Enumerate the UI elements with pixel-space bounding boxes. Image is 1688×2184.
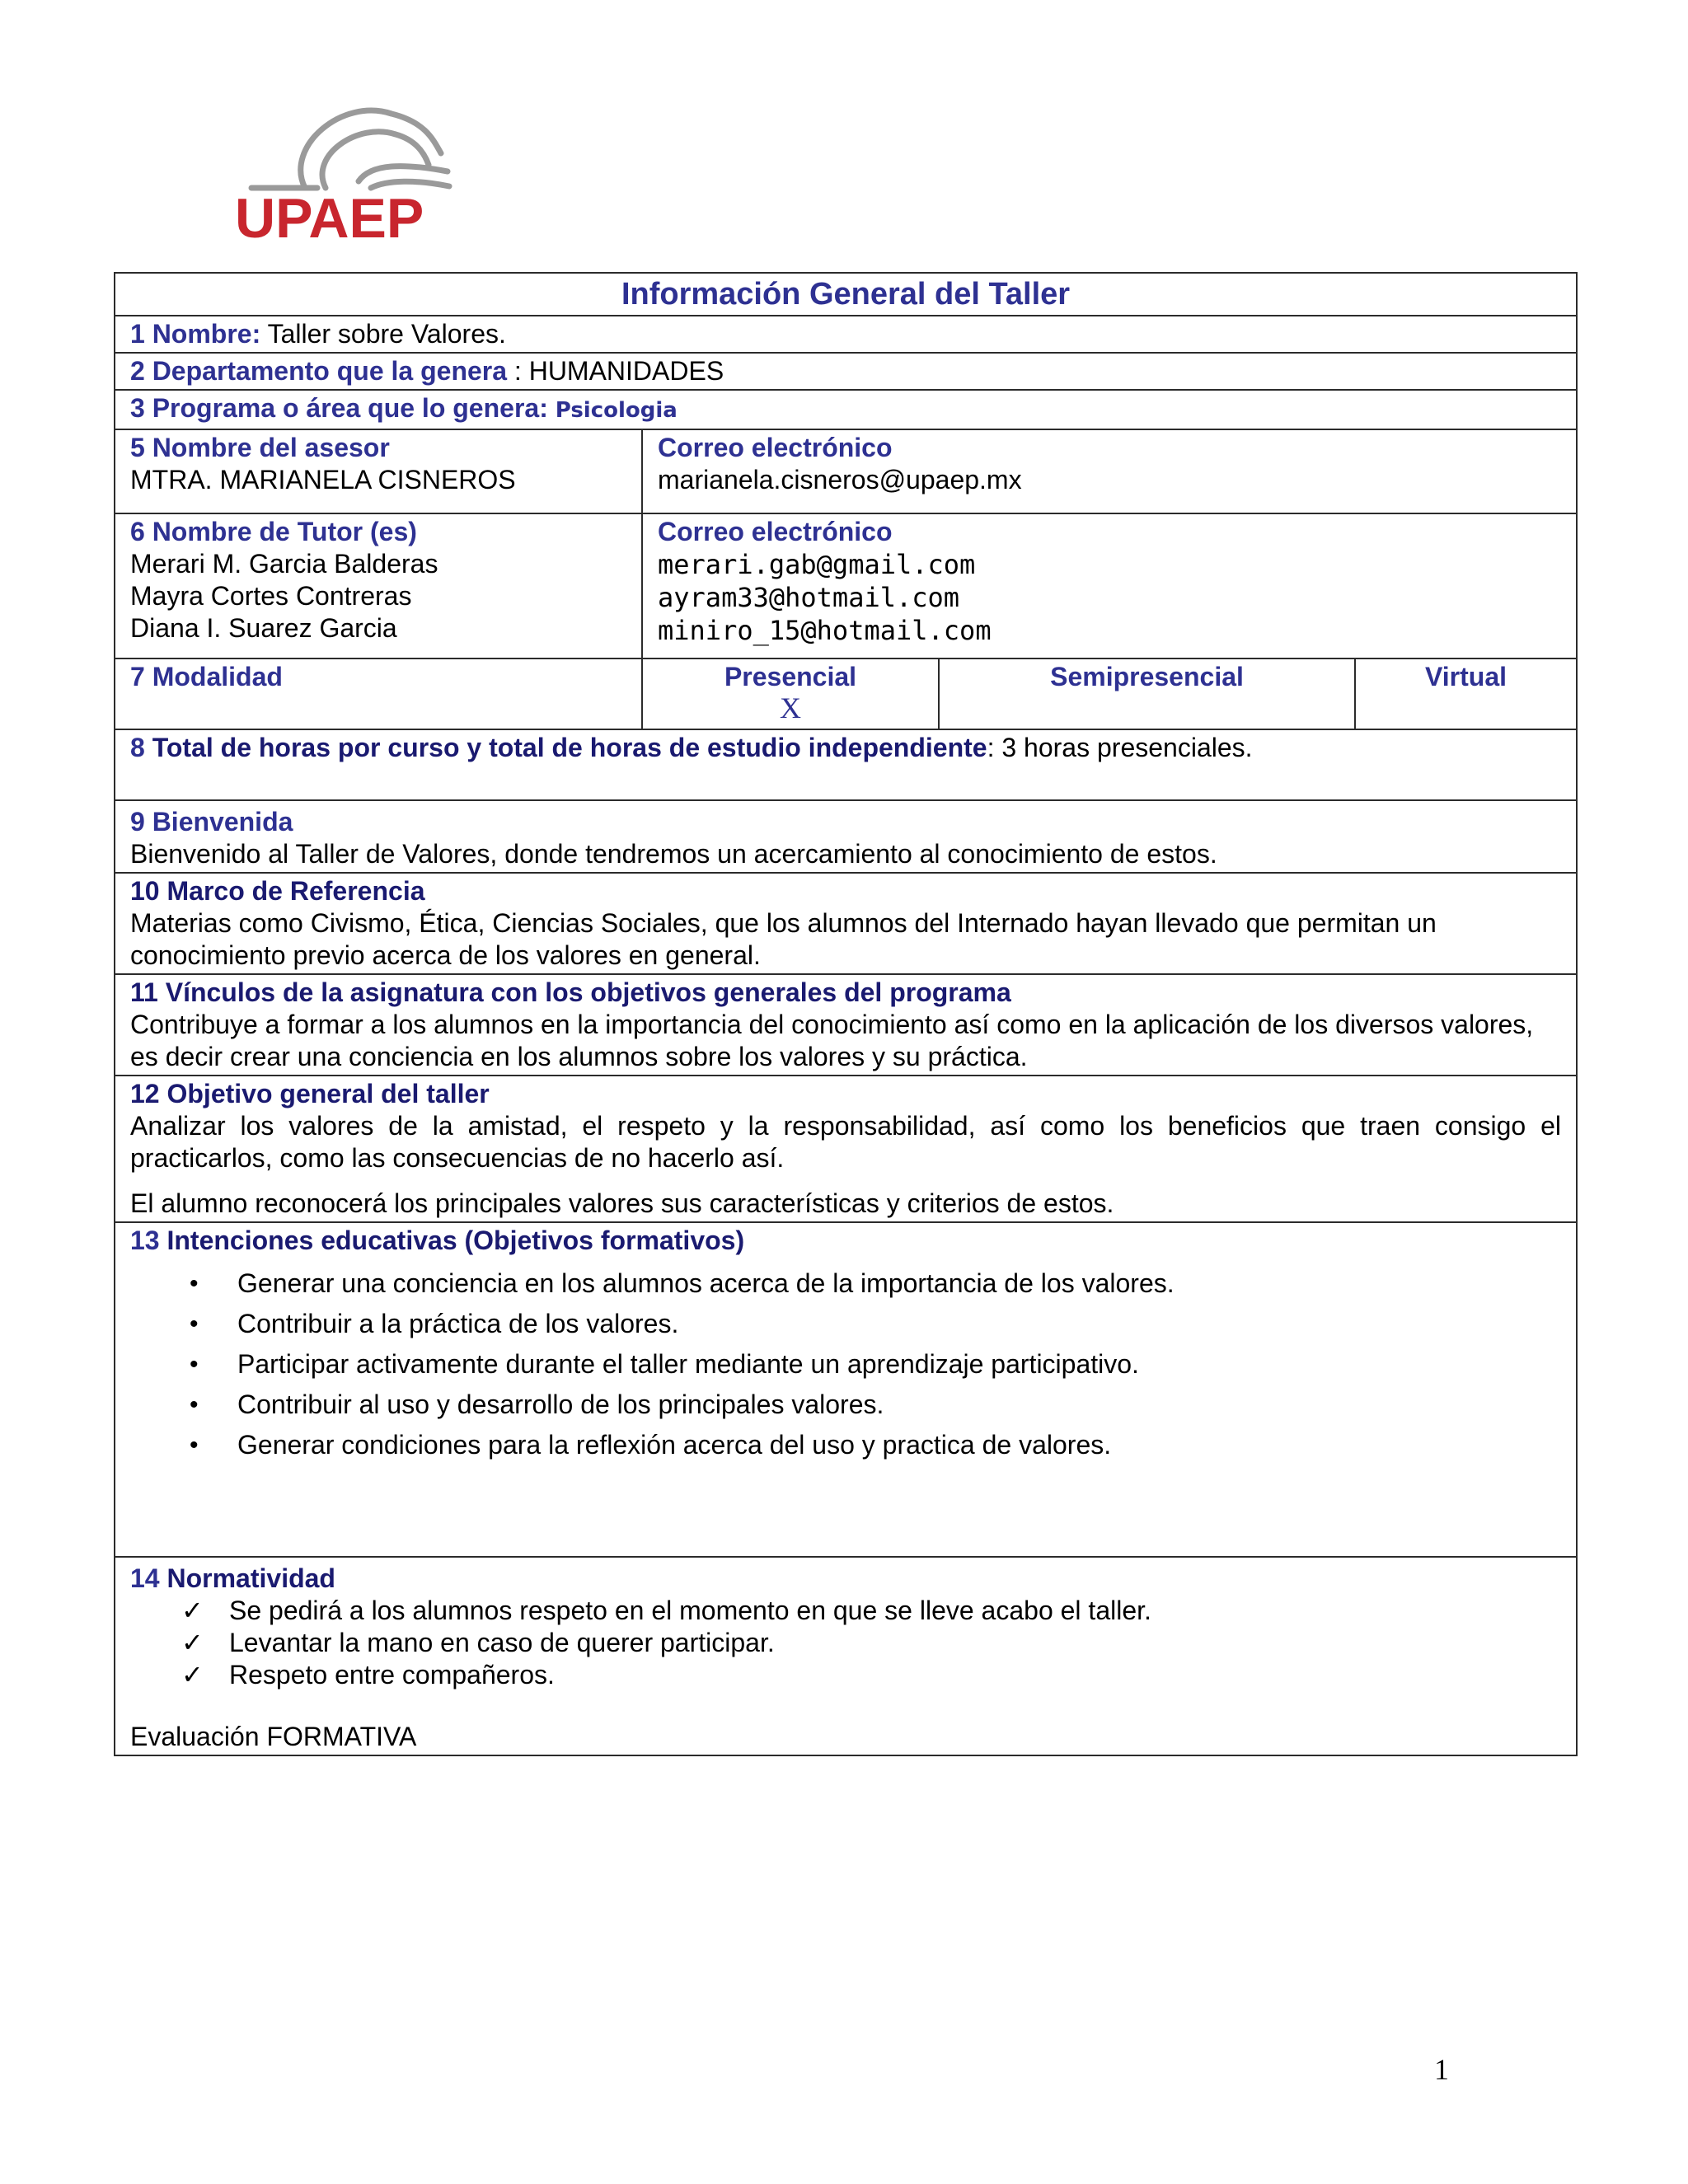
objetivo-label: 12 Objetivo general del taller (130, 1079, 490, 1108)
departamento-separator: : (507, 356, 529, 386)
departamento-value: HUMANIDADES (528, 356, 724, 386)
semipresencial-cell (939, 658, 1355, 729)
departamento-row (115, 353, 1577, 390)
horas-number: 8 (130, 733, 145, 762)
vinculos-row (115, 974, 1577, 1076)
list-item (130, 1425, 1561, 1465)
normatividad-cell (115, 1557, 1577, 1755)
tutores-email-label: Correo electrónico (658, 517, 893, 546)
list-item-text: Contribuir al uso y desarrollo de los principales valores. (237, 1390, 884, 1419)
programa-row (115, 390, 1577, 429)
marco-row (115, 873, 1577, 974)
bullet-icon: • (190, 1270, 199, 1297)
horas-cell (115, 729, 1577, 800)
objetivo-text: Analizar los valores de la amistad, el respeto y la responsabilidad, así como los beneficios que traen consigo el practicarlos, como las consecuencias de no hacerlo así. (130, 1111, 1561, 1173)
virtual-cell (1355, 658, 1577, 729)
intenciones-number: 13 (130, 1226, 160, 1255)
modalidad-label: 7 Modalidad (130, 662, 283, 691)
page-number: 1 (1434, 2053, 1449, 2086)
list-item (130, 1627, 1561, 1659)
virtual-label: Virtual (1425, 662, 1507, 691)
logo-text: UPAEP (235, 187, 424, 246)
tutores-cell (115, 513, 642, 658)
tutores-row (115, 513, 1577, 658)
asesor-email-label: Correo electrónico (658, 433, 893, 462)
check-icon: ✓ (181, 1628, 204, 1657)
semipresencial-label: Semipresencial (1050, 662, 1244, 691)
tutor-email: miniro_15@hotmail.com (658, 615, 992, 646)
list-item (130, 1659, 1561, 1691)
objetivo-text-2: El alumno reconocerá los principales valores sus características y criterios de estos. (130, 1188, 1114, 1218)
normatividad-row (115, 1557, 1577, 1755)
asesor-email: marianela.cisneros@upaep.mx (658, 465, 1022, 494)
workshop-info-form (114, 272, 1576, 1756)
bienvenida-row (115, 800, 1577, 873)
list-item-text: Respeto entre compañeros. (229, 1660, 555, 1690)
list-item-text: Generar una conciencia en los alumnos acerca de la importancia de los valores. (237, 1268, 1175, 1298)
list-item-text: Se pedirá a los alumnos respeto en el momento en que se lleve acabo el taller. (229, 1596, 1151, 1625)
asesor-label: 5 Nombre del asesor (130, 433, 390, 462)
nombre-cell (115, 316, 1577, 353)
marco-text: Materias como Civismo, Ética, Ciencias Sociales, que los alumnos del Internado hayan llevado que permitan un conocimiento previo acerca de los valores en general. (130, 908, 1437, 970)
list-item-text: Participar activamente durante el taller mediante un aprendizaje participativo. (237, 1349, 1139, 1379)
list-item-text: Levantar la mano en caso de querer participar. (229, 1628, 775, 1657)
modalidad-row (115, 658, 1577, 729)
nombre-label: 1 Nombre: (130, 319, 261, 349)
intenciones-row (115, 1222, 1577, 1557)
bullet-icon: • (190, 1391, 199, 1418)
intenciones-list (130, 1263, 1561, 1465)
intenciones-cell (115, 1222, 1577, 1557)
check-icon: ✓ (181, 1660, 204, 1690)
list-item (130, 1344, 1561, 1385)
programa-label: 3 Programa o área que lo genera: (130, 393, 548, 423)
bullet-icon: • (190, 1432, 199, 1459)
list-item-text: Generar condiciones para la reflexión acerca del uso y practica de valores. (237, 1430, 1112, 1460)
asesor-cell (115, 429, 642, 513)
check-icon: ✓ (181, 1596, 204, 1625)
nombre-row (115, 316, 1577, 353)
programa-value: Psicologia (555, 398, 678, 423)
departamento-label: 2 Departamento que la genera (130, 356, 508, 386)
normatividad-list (130, 1595, 1561, 1691)
vinculos-label: 11 Vínculos de la asignatura con los objetivos generales del programa (130, 977, 1011, 1007)
tutor-email: merari.gab@gmail.com (658, 549, 976, 580)
tutor-name: Diana I. Suarez Garcia (130, 613, 397, 643)
nombre-value: Taller sobre Valores. (267, 319, 506, 349)
list-item (130, 1304, 1561, 1344)
bienvenida-label: 9 Bienvenida (130, 807, 293, 837)
asesor-email-cell (642, 429, 1577, 513)
objetivo-row (115, 1076, 1577, 1222)
tutor-name: Mayra Cortes Contreras (130, 581, 412, 611)
normatividad-label: Normatividad (166, 1563, 335, 1593)
horas-value: : 3 horas presenciales. (987, 733, 1253, 762)
modalidad-cell (115, 658, 642, 729)
horas-row (115, 729, 1577, 800)
vinculos-text: Contribuye a formar a los alumnos en la importancia del conocimiento así como en la aplicación de los diversos valores, es decir crear una conciencia en los alumnos sobre los valores y su práctica. (130, 1010, 1534, 1071)
asesor-name: MTRA. MARIANELA CISNEROS (130, 465, 516, 494)
objetivo-cell (115, 1076, 1577, 1222)
horas-label: Total de horas por curso y total de horas de estudio independiente (152, 733, 987, 762)
list-item (130, 1385, 1561, 1425)
form-title: Información General del Taller (115, 273, 1577, 316)
list-item (130, 1595, 1561, 1627)
bienvenida-cell (115, 800, 1577, 873)
tutor-email: ayram33@hotmail.com (658, 582, 960, 613)
bullet-icon: • (190, 1351, 199, 1378)
list-item-text: Contribuir a la práctica de los valores. (237, 1309, 679, 1338)
bullet-icon: • (190, 1310, 199, 1338)
presencial-cell (642, 658, 939, 729)
presencial-label: Presencial (724, 662, 857, 691)
tutores-label: 6 Nombre de Tutor (es) (130, 517, 417, 546)
presencial-mark: X (780, 691, 801, 724)
marco-label: 10 Marco de Referencia (130, 876, 425, 906)
bienvenida-text: Bienvenido al Taller de Valores, donde tendremos un acercamiento al conocimiento de estos. (130, 839, 1217, 869)
list-item (130, 1263, 1561, 1304)
intenciones-label: Intenciones educativas (Objetivos formativos) (166, 1226, 745, 1255)
vinculos-cell (115, 974, 1577, 1076)
tutores-email-cell (642, 513, 1577, 658)
tutor-name: Merari M. Garcia Balderas (130, 549, 438, 579)
programa-cell (115, 390, 1577, 429)
upaep-logo (227, 89, 466, 246)
upaep-logo-graphic (227, 89, 466, 246)
normatividad-number: 14 (130, 1563, 160, 1593)
departamento-cell (115, 353, 1577, 390)
evaluacion-text: Evaluación FORMATIVA (130, 1722, 417, 1751)
marco-cell (115, 873, 1577, 974)
title-row (115, 273, 1577, 316)
asesor-row (115, 429, 1577, 513)
